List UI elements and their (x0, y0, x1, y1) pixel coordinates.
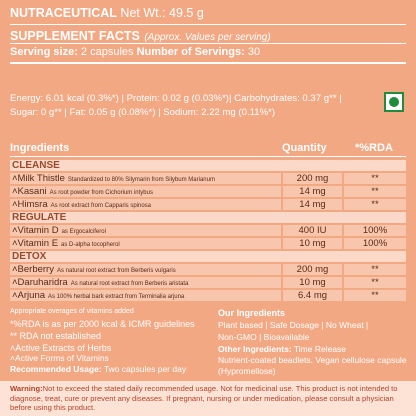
ingredient-qty: 400 IU (283, 225, 342, 236)
ingredient-rda: ** (344, 264, 406, 275)
usage-line (10, 364, 186, 374)
ingredient-name: ˄Kasani (12, 186, 47, 197)
other-ingredients-value: Time Release (293, 344, 347, 354)
facts-note: (Approx. Values per serving) (144, 32, 271, 43)
table-row (10, 225, 406, 236)
ingredient-name: ˄Himsra (12, 199, 48, 210)
veg-mark-icon (384, 92, 404, 112)
ingredient-name: ˄Milk Thistle (12, 173, 65, 184)
table-row (10, 199, 406, 210)
ingredient-qty: 14 mg (283, 199, 342, 210)
section-regulate: REGULATE (10, 212, 406, 223)
warning-text: Not to exceed the stated daily recommended usage. Not for medicinal use. This product is not intended to diagnose, treat, cure or prevent any diseases. If pregnant, nursing or under medication, please consult a physician before using this product. (10, 384, 398, 412)
ingredient-name: ˄Daruharidra (12, 277, 68, 288)
ingredient-rda: ** (344, 199, 406, 210)
table-row (10, 173, 406, 184)
ingredient-rda: ** (344, 277, 406, 288)
serving-size-label: Serving size: (10, 46, 78, 58)
ingredient-rda: ** (344, 186, 406, 197)
warning-label: Warning: (10, 384, 43, 393)
ingredient-desc: As natural root extract from Berberis aristata (70, 281, 189, 287)
footnote-rda: *%RDA is as per 2000 kcal & ICMR guidelines (10, 319, 195, 329)
ingredient-qty: 200 mg (283, 173, 342, 184)
table-row (10, 277, 406, 288)
ingredient-desc: Standardized to 80% Silymarin from Silybum Marianum (67, 177, 215, 183)
col-quantity: Quantity (282, 142, 327, 154)
footnote-not-established: ** RDA not established (10, 331, 102, 341)
ingredient-desc: As root powder from Cichorium intybus (49, 190, 153, 196)
serving-size-value: 2 capsules (80, 46, 134, 58)
footnote-overages: Appropriate overages of vitamins added (10, 308, 134, 315)
nutrition-line-1: Energy: 6.01 kcal (0.3%*) | Protein: 0.02 g (0.03%*)| Carbohydrates: 0.37 g** | (10, 93, 342, 104)
divider (10, 24, 406, 25)
brand-name: NUTRACEUTICAL (10, 6, 117, 20)
ingredient-name: ˄Vitamin E (12, 238, 59, 249)
ingredient-rda: ** (344, 173, 406, 184)
facts-title: SUPPLEMENT FACTS (10, 29, 140, 43)
servings-value: 30 (247, 46, 261, 58)
section-detox: DETOX (10, 251, 406, 262)
section-cleanse: CLEANSE (10, 160, 406, 171)
net-weight: Net Wt.: 49.5 g (120, 6, 204, 20)
usage-label: Recommended Usage: (10, 364, 102, 374)
footnote-vitamins-visible: ˄Active Forms of Vitamins (10, 353, 109, 363)
ingredient-desc: as D-alpha tocopherol (61, 242, 120, 248)
col-rda: *%RDA (355, 142, 393, 154)
warning-strip (0, 381, 416, 416)
other-ingredients (218, 344, 346, 354)
our-ingredients-title: Our Ingredients (218, 308, 286, 318)
divider (10, 43, 406, 44)
other-ingredients-line-4: (Hypromellose) (218, 366, 276, 376)
table-row (10, 290, 406, 301)
servings-label: Number of Servings: (136, 46, 245, 58)
ingredient-rda: ** (344, 290, 406, 301)
footnote-herbs: ˄Active Extracts of Herbs (10, 343, 112, 353)
table-row (10, 186, 406, 197)
usage-value: Two capsules per day (103, 364, 187, 374)
our-ingredients-line-1: Plant based | Safe Dosage | No Wheat | (218, 320, 369, 330)
nutrition-line-2: Sugar: 0 g** | Fat: 0.05 g (0.08%*) | Sodium: 2.22 mg (0.11%*) (10, 107, 276, 118)
other-ingredients-label: Other Ingredients: (218, 344, 292, 354)
table-row (10, 238, 406, 249)
ingredient-qty: 200 mg (283, 264, 342, 275)
ingredient-rda: 100% (344, 238, 406, 249)
ingredient-qty: 10 mg (283, 277, 342, 288)
divider (10, 62, 406, 64)
ingredient-name: ˄Arjuna (12, 290, 46, 301)
header (10, 6, 204, 20)
ingredient-qty: 6.4 mg (283, 290, 342, 301)
other-ingredients-line-3: Nutrient-coated beadlets. Vegan cellulose capsule (218, 355, 407, 365)
ingredient-desc: As 100% herbal bark extract from Terminalia arjuna (48, 294, 185, 300)
ingredient-rda: 100% (344, 225, 406, 236)
ingredient-name: ˄Vitamin D (12, 225, 59, 236)
our-ingredients-line-2: Non-GMO | Bioavailable (218, 332, 310, 342)
ingredient-desc: as Ergocalciferol (61, 229, 106, 235)
serving-line (10, 46, 260, 58)
ingredient-name: ˄Berberry (12, 264, 54, 275)
ingredient-desc: As root extract from Capparis spinosa (50, 203, 152, 209)
ingredient-desc: As natural root extract from Berberis vulgaris (56, 268, 176, 274)
col-ingredients: Ingredients (10, 142, 70, 154)
ingredient-qty: 14 mg (283, 186, 342, 197)
ingredient-qty: 10 mg (283, 238, 342, 249)
table-row (10, 264, 406, 275)
divider (10, 156, 406, 157)
